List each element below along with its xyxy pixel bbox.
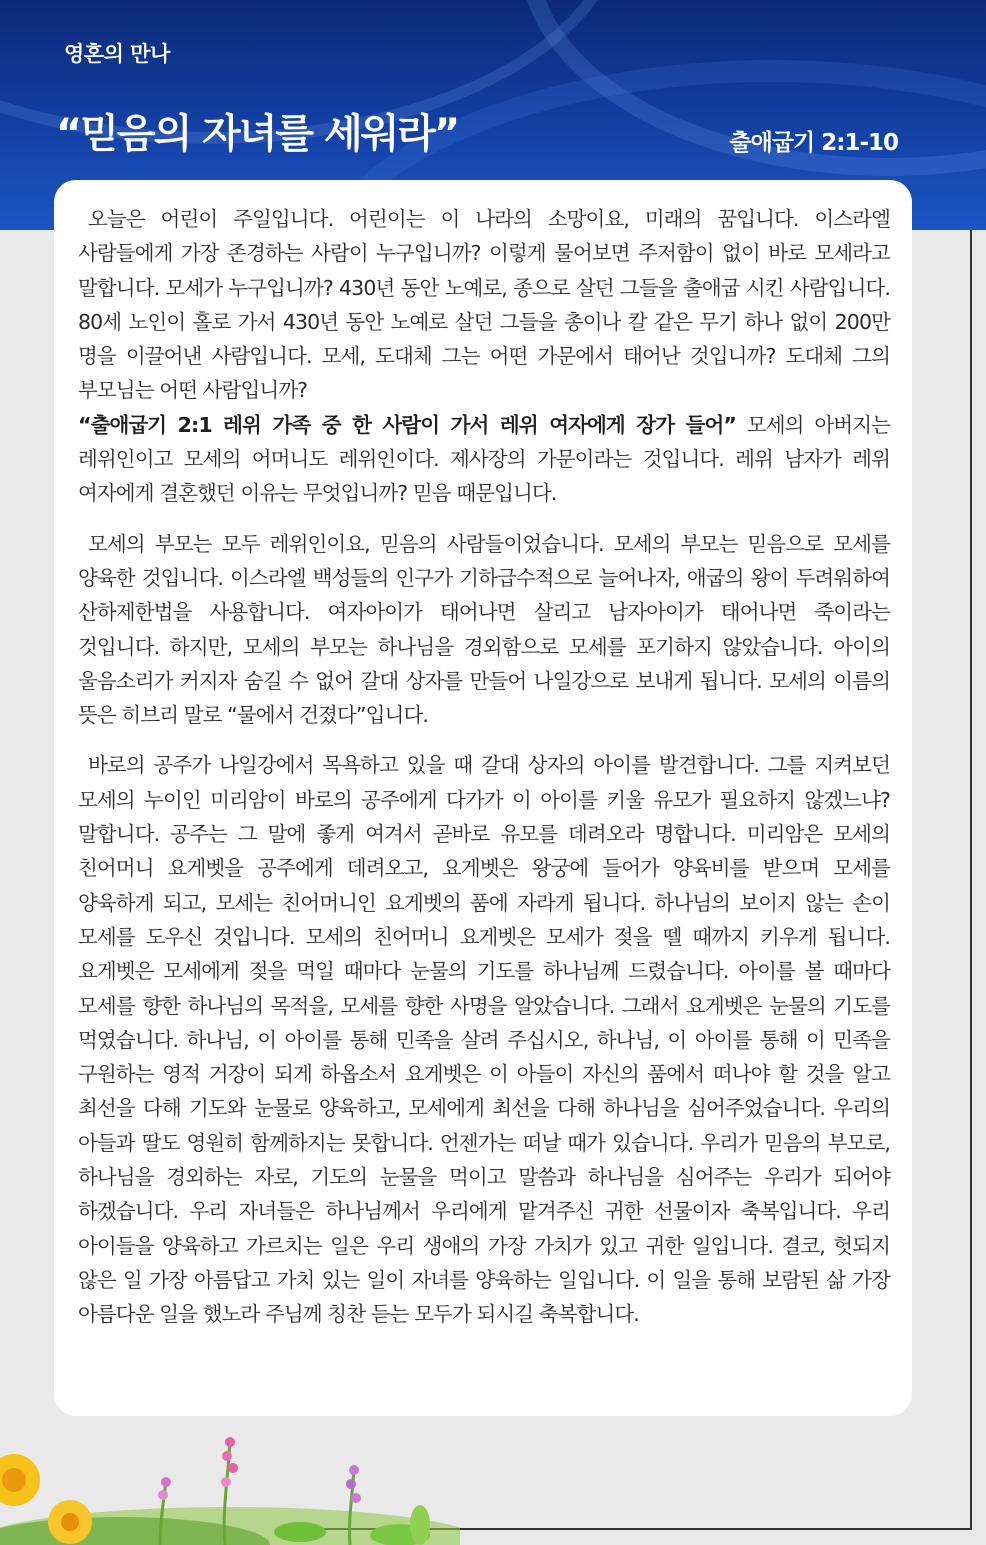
flower-decoration: [0, 1420, 460, 1545]
paragraph-1-text-before: 오늘은 어린이 주일입니다. 어린이는 이 나라의 소망이요, 미래의 꿈입니다. 이스라엘 사람들에게 가장 존경하는 사람이 누구입니까? 이렇게 물어보면 주저함이 없이 바로 모세라고 말합니다. 모세가 누구입니까? 430년 동안 노예로, 종으로 살던 그들을 출애굽 시킨 사람입니다. 80세 노인이 홀로 가서 430년 동안 노예로 살던 그들을 총이나 칼 같은 무기 하나 없이 200만 명을 이끌어낸 사람입니다. 모세, 도대체 그는 어떤 가문에서 태어난 것입니까? 도대체 그의 부모님는 어떤 사람입니까?: [78, 207, 890, 403]
paragraph-2-text: 모세의 부모는 모두 레위인이요, 믿음의 사람들이었습니다. 모세의 부모는 믿음으로 모세를 양육한 것입니다. 이스라엘 백성들의 인구가 기하급수적으로 늘어나자, 애굽의 왕이 두려워하여 산하제한법을 사용합니다. 여자아이가 태어나면 살리고 남자아이가 태어나면 죽이라는 것입니다. 하지만, 모세의 부모는 하나님을 경외함으로 모세를 포기하지 않았습니다. 아이의 울음소리가 커지자 숨길 수 없어 갈대 상자를 만들어 나일강으로 보내게 됩니다. 모세의 이름의 뜻은 히브리 말로 “물에서 건졌다”입니다.: [78, 531, 890, 728]
paragraph-2: [78, 527, 890, 733]
paragraph-3: [78, 748, 890, 1331]
paragraph-3-text: 바로의 공주가 나일강에서 목욕하고 있을 때 갈대 상자의 아이를 발견합니다. 그를 지켜보던 모세의 누이인 미리암이 바로의 공주에게 다가가 이 아이를 키울 유모가 필요하지 않겠느냐? 말합니다. 공주는 그 말에 좋게 여겨서 곧바로 유모를 데려오라 명합니다. 미리암은 모세의 친어머니 요게벳을 공주에게 데려오고, 요게벳은 왕궁에 들어가 양육비를 받으며 모세를 양육하게 되고, 모세는 친어머니인 요게벳의 품에 자라게 됩니다. 하나님의 보이지 않는 손이 모세를 도우신 것입니다. 모세의 친어머니 요게벳은 모세가 젖을 뗄 때까지 키우게 됩니다. 요게벳은 모세에게 젖을 먹일 때마다 눈물의 기도를 하나님께 드렸습니다. 아이를 볼 때마다 모세를 향한 하나님의 목적을, 모세를 향한 사명을 알았습니다. 그래서 요게벳은 눈물의 기도를 먹였습니다. 하나님, 이 아이를 통해 민족을 살려 주십시오, 하나님, 이 아이를 통해 이 민족을 구원하는 영적 거장이 되게 하옵소서 요게벳은 이 아들이 자신의 품에서 떠나야 할 것을 알고 최선을 다해 기도와 눈물로 양육하고, 모세에게 최선을 다해 하나님을 심어주었습니다. 우리의 아들과 딸도 영원히 함께하지는 못합니다. 언젠가는 떠날 때가 있습니다. 우리가 믿음의 부모로, 하나님을 경외하는 자로, 기도의 눈물을 먹이고 말씀과 하나님을 심어주는 우리가 되어야 하겠습니다. 우리 자녀들은 하나님께서 우리에게 맡겨주신 귀한 선물이자 축복입니다. 우리 아이들을 양육하고 가르치는 일은 우리 생애의 가장 가치가 있고 귀한 일입니다. 결코, 헛되지 않은 일 가장 아름답고 가치 있는 일이 자녀를 양육하는 일입니다. 이 일을 통해 보람된 삶 가장 아름다운 일을 했노라 주님께 칭찬 듣는 모두가 되시길 축복합니다.: [78, 753, 891, 1327]
scripture-reference: 출애굽기 2:1-10: [729, 130, 898, 156]
sermon-title: “믿음의 자녀를 세워라”: [56, 111, 459, 157]
sermon-body-card: [54, 180, 912, 1416]
paragraph-1: [78, 202, 890, 511]
scripture-quote: “출애굽기 2:1 레위 가족 중 한 사람이 가서 레위 여자에게 장가 들어”: [78, 412, 736, 437]
paragraph-1-text-after: 모세의 아버지는 레위인이고 모세의 어머니도 레위인이다. 제사장의 가문이라는 것입니다. 레위 남자가 레위 여자에게 결혼했던 이유는 무엇입니까? 믿음 때문입니다.: [78, 412, 891, 506]
series-label: 영혼의 만나: [64, 42, 170, 66]
frame-line: [970, 230, 972, 1530]
